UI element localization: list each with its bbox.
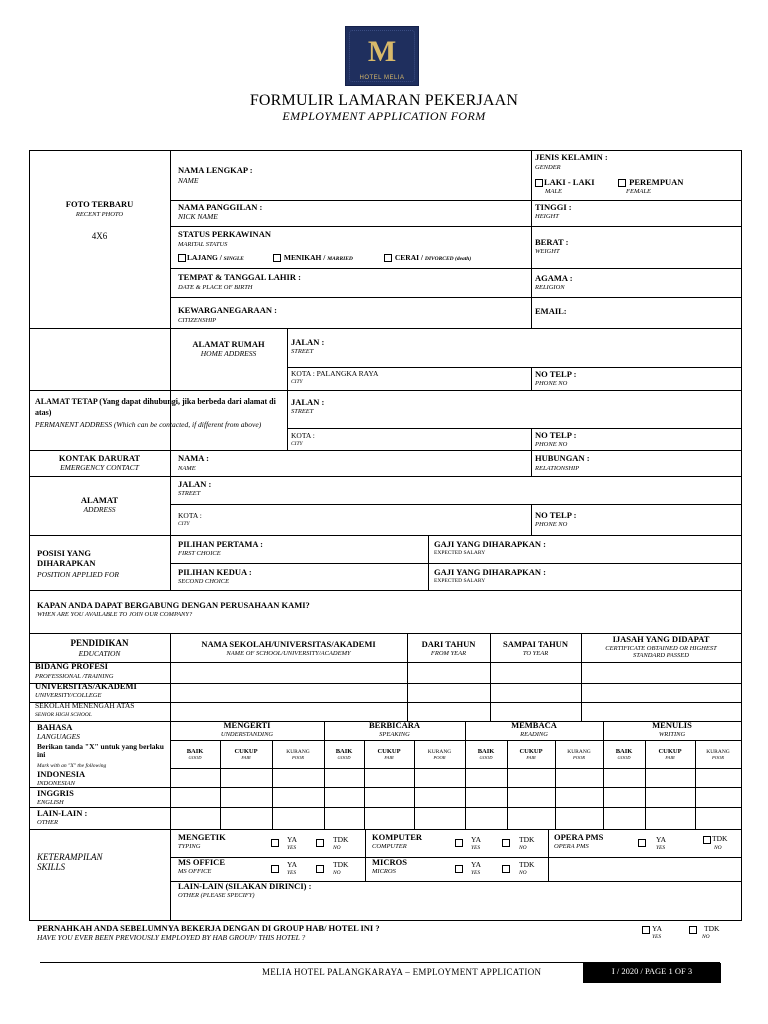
no-sub: NO (333, 845, 341, 851)
language-label: BAHASA (37, 722, 73, 732)
level-good: BAIK (477, 748, 495, 755)
form-title: FORMULIR LAMARAN PEKERJAAN (249, 92, 519, 109)
skill-computer-no-checkbox[interactable] (502, 839, 510, 847)
skill-computer-sub: COMPUTER (372, 843, 407, 850)
skill-typing-yes-checkbox[interactable] (271, 839, 279, 847)
yes-sub: YES (287, 845, 297, 851)
no-sub: NO (519, 870, 527, 876)
language-instruction: Berikan tanda "X" untuk yang berlaku ini (37, 742, 164, 760)
salary1-label: GAJI YANG DIHARAPKAN : (434, 539, 546, 549)
permanent-address-label: ALAMAT TETAP (Yang dapat dihubungi, jika berbeda dari alamat di atas) (35, 397, 276, 417)
home-city-label: KOTA : PALANGKA RAYA (291, 369, 379, 378)
divorced-sub: DIVORCED (death) (424, 256, 472, 262)
emergency-street-sub: STREET (178, 490, 201, 497)
height-sub: HEIGHT (535, 213, 559, 220)
skill-msoffice-yes-checkbox[interactable] (271, 865, 279, 873)
single-label: LAJANG / (187, 253, 222, 262)
join-label: KAPAN ANDA DAPAT BERGABUNG DENGAN PERUSAHAAN KAMI? (37, 600, 310, 610)
level-fair-sub: FAIR (665, 755, 675, 760)
female-sub: FEMALE (626, 188, 651, 195)
emergency-name-sub: NAME (178, 465, 196, 472)
level-good-sub: GOOD (337, 755, 351, 760)
no-label: TDK (519, 835, 535, 844)
skill-typing-label: MENGETIK (178, 832, 226, 842)
yes-sub: YES (471, 870, 481, 876)
level-fair: CUKUP (234, 748, 258, 755)
nickname-sub: NICK NAME (178, 212, 218, 221)
emergency-label: KONTAK DARURAT (58, 453, 141, 463)
marital-label: STATUS PERKAWINAN (178, 229, 271, 239)
divorced-label: CERAI / (394, 253, 424, 262)
permanent-city-sub: CITY (291, 441, 303, 447)
language-row-sub: OTHER (37, 819, 58, 826)
skill-opera-no-checkbox[interactable] (703, 836, 711, 844)
single-sub: SINGLE (223, 256, 244, 262)
to-year-header: SAMPAI TAHUN (503, 639, 568, 649)
yes-label: YA (471, 860, 482, 869)
marital-single-option[interactable] (178, 254, 244, 262)
marital-married-option[interactable] (273, 254, 353, 262)
lang-group-speaking-sub: SPEAKING (379, 731, 410, 738)
level-good: BAIK (615, 748, 633, 755)
photo-label: FOTO TERBARU (65, 199, 134, 209)
certificate-header: IJASAH YANG DIDAPAT (612, 634, 710, 644)
permanent-street-sub: STREET (291, 408, 314, 415)
yes-sub: YES (656, 845, 666, 851)
yes-label: YA (656, 835, 667, 844)
position-second-label: PILIHAN KEDUA : (178, 567, 252, 577)
lang-group-speaking: BERBICARA (368, 720, 420, 730)
language-sub: LANGUAGES (37, 732, 80, 741)
skill-opera-sub: OPERA PMS (554, 843, 589, 850)
home-address-sub: HOME ADDRESS (200, 349, 257, 358)
yes-label: YA (287, 860, 298, 869)
level-poor: KURANG (286, 749, 310, 755)
married-checkbox[interactable] (273, 254, 281, 262)
level-good-sub: GOOD (617, 755, 631, 760)
language-row-label: INGGRIS (37, 788, 74, 798)
religion-sub: RELIGION (535, 284, 565, 291)
level-poor-sub: POOR (433, 755, 446, 760)
female-label: PEREMPUAN (629, 177, 684, 187)
permanent-phone-label: NO TELP : (535, 430, 577, 440)
salary1-sub: EXPECTED SALARY (434, 550, 486, 556)
gender-male-option[interactable] (535, 178, 595, 187)
level-good: BAIK (186, 748, 204, 755)
skill-msoffice-sub: MS OFFICE (178, 868, 212, 875)
level-fair: CUKUP (377, 748, 401, 755)
join-sub: WHEN ARE YOU AVAILABLE TO JOIN OUR COMPANY? (37, 611, 193, 618)
no-sub: NO (714, 845, 722, 851)
photo-sub: RECENT PHOTO (75, 211, 124, 218)
emergency-phone-sub: PHONE NO (535, 521, 568, 528)
language-row-sub: INDONESIAN (37, 780, 75, 787)
email-label: EMAIL: (535, 306, 567, 316)
school-header-sub: NAME OF SCHOOL/UNIVERSITY/ACADEMY (226, 650, 351, 657)
skill-msoffice-label: MS OFFICE (178, 857, 225, 867)
marital-sub: MARITAL STATUS (178, 241, 228, 248)
emergency-address-label: ALAMAT (80, 495, 119, 505)
emergency-relation-sub: RELATIONSHIP (535, 465, 580, 472)
yes-sub: YES (287, 870, 297, 876)
education-row-label: UNIVERSITAS/AKADEMI (35, 681, 137, 691)
nickname-label: NAMA PANGGILAN : (178, 202, 263, 212)
level-poor-sub: POOR (573, 755, 585, 760)
skill-other-sub: OTHER (PLEASE SPECIFY) (178, 892, 255, 899)
footer-page-badge: I / 2020 / PAGE 1 OF 3 (583, 963, 721, 983)
level-good: BAIK (335, 748, 353, 755)
skill-msoffice-no-checkbox[interactable] (316, 865, 324, 873)
name-field[interactable] (290, 160, 528, 196)
photo-size: 4X6 (91, 231, 108, 241)
form-subtitle: EMPLOYMENT APPLICATION FORM (282, 109, 486, 123)
lang-group-reading: MEMBACA (511, 720, 557, 730)
skill-computer-label: KOMPUTER (372, 832, 423, 842)
footer-text: MELIA HOTEL PALANGKARAYA – EMPLOYMENT APPLICATION (262, 967, 542, 977)
from-year-sub: FROM YEAR (430, 650, 467, 657)
lang-group-writing-sub: WRITING (658, 731, 686, 738)
previous-no-sub: NO (702, 934, 710, 940)
salary2-sub: EXPECTED SALARY (434, 578, 486, 584)
previous-yes-checkbox[interactable] (642, 926, 650, 934)
no-label: TDK (333, 860, 349, 869)
birth-label: TEMPAT & TANGGAL LAHIR : (178, 272, 301, 282)
skills-sub: SKILLS (37, 862, 66, 872)
school-header: NAMA SEKOLAH/UNIVERSITAS/AKADEMI (201, 639, 376, 649)
skill-micros-no-checkbox[interactable] (502, 865, 510, 873)
emergency-name-label: NAMA : (178, 453, 209, 463)
female-checkbox[interactable] (618, 179, 626, 187)
home-phone-sub: PHONE NO (535, 380, 568, 387)
emergency-sub: EMERGENCY CONTACT (60, 463, 139, 472)
married-label: MENIKAH / (283, 253, 326, 262)
skill-opera-yes-checkbox[interactable] (638, 839, 646, 847)
single-checkbox[interactable] (178, 254, 186, 262)
lang-group-reading-sub: READING (520, 731, 548, 738)
position-label: POSISI YANG DIHARAPKAN (37, 548, 96, 569)
male-label: LAKI - LAKI (544, 177, 595, 187)
lang-group-understanding-sub: UNDERSTANDING (220, 731, 274, 738)
emergency-relation-label: HUBUNGAN : (535, 453, 590, 463)
skill-other-label: LAIN-LAIN (SILAKAN DIRINCI) : (178, 881, 312, 891)
permanent-phone-sub: PHONE NO (535, 441, 568, 448)
home-phone-label: NO TELP : (535, 369, 577, 379)
level-fair-sub: FAIR (384, 755, 394, 760)
marital-divorced-option[interactable] (384, 254, 471, 262)
education-sub: EDUCATION (78, 649, 121, 658)
height-label: TINGGI : (535, 202, 572, 212)
level-fair: CUKUP (658, 748, 682, 755)
permanent-address-sub: PERMANENT ADDRESS (Which can be contacted, if different from above) (35, 420, 262, 429)
yes-label: YA (471, 835, 482, 844)
from-year-header: DARI TAHUN (421, 639, 476, 649)
level-fair-sub: FAIR (241, 755, 251, 760)
skill-micros-label: MICROS (372, 857, 407, 867)
previous-employment-sub: HAVE YOU EVER BEEN PREVIOUSLY EMPLOYED BY HAB GROUP/ THIS HOTEL ? (37, 933, 306, 942)
emergency-address-sub: ADDRESS (83, 505, 116, 514)
no-sub: NO (519, 845, 527, 851)
citizenship-label: KEWARGANEGARAAN : (178, 305, 277, 315)
language-instruction-sub: Mark with an "X" the following (37, 763, 107, 769)
level-poor: KURANG (567, 749, 591, 755)
level-fair: CUKUP (519, 748, 543, 755)
previous-yes-sub: YES (652, 934, 662, 940)
education-row-sub: UNIVERSITY/COLLEGE (35, 692, 102, 699)
previous-no-label: TDK (704, 924, 720, 933)
skill-opera-label: OPERA PMS (554, 832, 604, 842)
skills-label: KETERAMPILAN (37, 852, 103, 862)
permanent-street-label: JALAN : (291, 397, 325, 407)
name-label: NAMA LENGKAP : (178, 165, 253, 175)
level-poor-sub: POOR (712, 755, 724, 760)
position-sub: POSITION APPLIED FOR (37, 570, 119, 579)
gender-label: JENIS KELAMIN : (535, 152, 608, 162)
home-street-label: JALAN : (291, 337, 325, 347)
permanent-city-label: KOTA : (291, 431, 315, 440)
photo-box[interactable] (30, 151, 169, 327)
level-poor: KURANG (427, 749, 452, 755)
emergency-city-sub: CITY (178, 521, 190, 527)
lang-group-writing: MENULIS (652, 720, 692, 730)
skill-micros-sub: MICROS (372, 868, 396, 875)
level-fair-sub: FAIR (526, 755, 536, 760)
level-good-sub: GOOD (479, 755, 493, 760)
to-year-sub: TO YEAR (522, 650, 549, 657)
education-row-sub: SENIOR HIGH SCHOOL (35, 712, 92, 718)
hotel-logo (345, 26, 419, 86)
emergency-city-label: KOTA : (178, 511, 202, 520)
gender-female-option[interactable] (618, 178, 683, 187)
education-row-label: BIDANG PROFESI (35, 661, 108, 671)
education-label: PENDIDIKAN (70, 638, 129, 648)
religion-label: AGAMA : (535, 273, 573, 283)
lang-group-understanding: MENGERTI (223, 720, 271, 730)
no-label: TDK (712, 834, 728, 843)
home-address-label: ALAMAT RUMAH (192, 339, 265, 349)
home-city-sub: CITY (291, 379, 303, 385)
skill-micros-yes-checkbox[interactable] (455, 865, 463, 873)
married-sub: MARRIED (327, 256, 353, 262)
language-row-label: LAIN-LAIN : (37, 808, 88, 818)
name-sub: NAME (178, 176, 199, 185)
home-street-sub: STREET (291, 348, 314, 355)
language-row-label: INDONESIA (37, 769, 86, 779)
birth-sub: DATE & PLACE OF BIRTH (178, 284, 253, 291)
emergency-street-label: JALAN : (178, 479, 212, 489)
gender-sub: GENDER (535, 164, 561, 171)
citizenship-sub: CITIZENSHIP (178, 317, 217, 324)
education-row-sub: PROFESSIONAL /TRAINING (35, 673, 114, 680)
male-checkbox[interactable] (535, 179, 543, 187)
skill-typing-no-checkbox[interactable] (316, 839, 324, 847)
male-sub: MALE (545, 188, 562, 195)
education-row-label: SEKOLAH MENENGAH ATAS (35, 701, 135, 710)
weight-label: BERAT : (535, 237, 569, 247)
level-good-sub: GOOD (188, 755, 202, 760)
previous-employment-label: PERNAHKAH ANDA SEBELUMNYA BEKERJA DENGAN DI GROUP HAB/ HOTEL INI ? (37, 923, 380, 933)
position-first-label: PILIHAN PERTAMA : (178, 539, 264, 549)
no-sub: NO (333, 870, 341, 876)
yes-label: YA (287, 835, 298, 844)
no-label: TDK (333, 835, 349, 844)
level-poor-sub: POOR (292, 755, 304, 760)
logo-monogram: M (367, 35, 397, 68)
weight-sub: WEIGHT (535, 248, 560, 255)
emergency-phone-label: NO TELP : (535, 510, 577, 520)
skill-computer-yes-checkbox[interactable] (455, 839, 463, 847)
divorced-checkbox[interactable] (384, 254, 392, 262)
salary2-label: GAJI YANG DIHARAPKAN : (434, 567, 546, 577)
level-poor: KURANG (706, 749, 730, 755)
previous-no-checkbox[interactable] (689, 926, 697, 934)
position-second-sub: SECOND CHOICE (178, 578, 230, 585)
skill-typing-sub: TYPING (178, 843, 201, 850)
certificate-header-sub: CERTIFICATE OBTAINED OR HIGHEST STANDARD PASSED (605, 645, 717, 660)
previous-yes-label: YA (652, 924, 663, 933)
position-first-sub: FIRST CHOICE (178, 550, 221, 557)
yes-sub: YES (471, 845, 481, 851)
language-row-sub: ENGLISH (37, 799, 64, 806)
logo-text: HOTEL MELIA (359, 75, 405, 81)
no-label: TDK (519, 860, 535, 869)
